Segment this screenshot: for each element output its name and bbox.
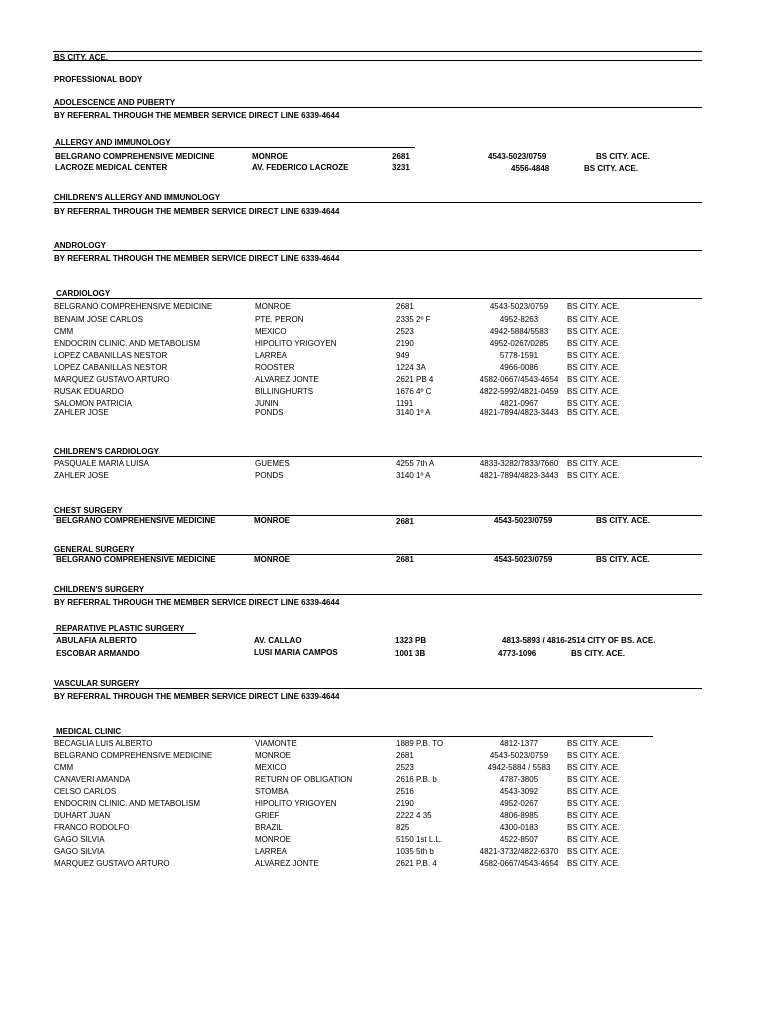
section-title-allergy: ALLERGY AND IMMUNOLOGY [55, 138, 171, 147]
row-name: DUHART JUAN [54, 811, 111, 820]
row-number: 2681 [396, 751, 414, 760]
row-number: 2681 [396, 302, 414, 311]
row-phone: 4806-8985 [499, 811, 539, 820]
row-number: 2621 PB 4 [396, 375, 434, 384]
row-number: 1889 P.B. TO [396, 739, 444, 748]
row-number: 1001 3B [395, 649, 426, 658]
row-phone: 4821-0967 [499, 399, 539, 408]
row-phone: 4821-7894/4823-3443 [479, 408, 559, 417]
row-name: LACROZE MEDICAL CENTER [55, 163, 168, 172]
section-title-general-surgery: GENERAL SURGERY [54, 545, 135, 554]
row-city: BS CITY. ACE. [596, 516, 650, 525]
row-street: MEXICO [255, 327, 287, 336]
row-number: 2621 P.B. 4 [396, 859, 437, 868]
row-street: MONROE [255, 751, 291, 760]
row-phone: 4543-5023/0759 [494, 516, 553, 525]
row-city: BS CITY. ACE. [567, 471, 620, 480]
row-name: ENDOCRIN CLINIC. AND METABOLISM [54, 339, 201, 348]
row-number: 2523 [396, 763, 414, 772]
row-name: BELGRANO COMPREHENSIVE MEDICINE [56, 555, 216, 564]
row-phone: 4522-8507 [499, 835, 539, 844]
row-name: PASQUALE MARIA LUISA [54, 459, 149, 468]
row-number: 5150 1st L.L. [396, 835, 443, 844]
row-street: ROOSTER [255, 363, 295, 372]
row-street: GRIEF [255, 811, 280, 820]
row-street: AV. FEDERICO LACROZE [252, 163, 349, 172]
section-title-adolescence: ADOLESCENCE AND PUBERTY [54, 98, 176, 107]
row-city: BS CITY. ACE. [567, 859, 620, 868]
row-street: ALVAREZ JONTE [255, 375, 319, 384]
row-city: BS CITY. ACE. [567, 408, 620, 417]
row-city: BS CITY. ACE. [567, 835, 620, 844]
section-title-chest-surgery: CHEST SURGERY [54, 506, 123, 515]
row-phone: 4773-1096 [498, 649, 537, 658]
row-city: BS CITY. ACE. [567, 823, 620, 832]
row-name: CANAVERI AMANDA [54, 775, 131, 784]
row-phone: 5778-1591 [499, 351, 539, 360]
row-number: 825 [396, 823, 410, 832]
row-number: 2222 4 35 [396, 811, 432, 820]
row-city: BS CITY. ACE. [567, 751, 620, 760]
row-phone: 4952-8263 [499, 315, 539, 324]
row-phone: 4543-5023/0759 [488, 152, 547, 161]
row-name: BECAGLIA LUIS ALBERTO [54, 739, 153, 748]
row-city: BS CITY. ACE. [567, 811, 620, 820]
row-number: 3231 [392, 163, 410, 172]
row-phone: 4942-5884 / 5583 [487, 763, 551, 772]
row-phone: 4543-5023/0759 [494, 555, 553, 564]
row-number: 2616 P.B. b [396, 775, 437, 784]
row-street: HIPOLITO YRIGOYEN [255, 799, 337, 808]
row-name: BELGRANO COMPREHENSIVE MEDICINE [54, 302, 213, 311]
row-city: BS CITY. ACE. [567, 327, 620, 336]
row-number: 2681 [392, 152, 410, 161]
row-street: PONDS [255, 471, 284, 480]
row-name: MARQUEZ GUSTAVO ARTURO [54, 859, 170, 868]
row-name: GAGO SILVIA [54, 847, 105, 856]
row-number: 1191 [396, 399, 414, 408]
row-name: FRANCO RODOLFO [54, 823, 130, 832]
row-phone: 4543-5023/0759 [489, 302, 549, 311]
row-phone: 4821-3732/4822-6370 [479, 847, 559, 856]
row-phone: 4952-0267 [499, 799, 539, 808]
row-city: BS CITY. ACE. [567, 739, 620, 748]
row-number: 2681 [396, 555, 414, 564]
row-city: BS CITY. ACE. [567, 302, 620, 311]
row-street: MONROE [254, 516, 290, 525]
row-phone: 4787-3805 [499, 775, 539, 784]
referral-note: BY REFERRAL THROUGH THE MEMBER SERVICE DIRECT LINE 6339-4644 [54, 111, 340, 120]
row-street: STOMBA [255, 787, 289, 796]
row-phone: 4813-5893 / 4816-2514 CITY OF BS. ACE. [502, 636, 656, 645]
referral-note: BY REFERRAL THROUGH THE MEMBER SERVICE DIRECT LINE 6339-4644 [54, 207, 340, 216]
row-name: ZAHLER JOSE [54, 471, 109, 480]
section-title-child-cardiology: CHILDREN'S CARDIOLOGY [54, 447, 160, 456]
row-name: CELSO CARLOS [54, 787, 117, 796]
row-number: 3140 1º A [396, 408, 431, 417]
row-street: LUSI MARIA CAMPOS [254, 648, 338, 657]
section-title-plastic-surgery: REPARATIVE PLASTIC SURGERY [56, 624, 185, 633]
row-phone: 4543-3092 [499, 787, 539, 796]
row-street: MEXICO [255, 763, 287, 772]
row-name: LOPEZ CABANILLAS NESTOR [54, 351, 168, 360]
row-number: 2190 [396, 339, 414, 348]
row-number: 1323 PB [395, 636, 427, 645]
row-street: MONROE [252, 152, 288, 161]
row-name: BELGRANO COMPREHENSIVE MEDICINE [54, 751, 213, 760]
row-street: AV. CALLAO [254, 636, 302, 645]
row-number: 3140 1º A [396, 471, 431, 480]
section-title-andrology: ANDROLOGY [54, 241, 106, 250]
row-street: ALVAREZ JONTE [255, 859, 319, 868]
row-phone: 4812-1377 [499, 739, 539, 748]
row-street: MONROE [255, 302, 291, 311]
row-city: BS CITY. ACE. [567, 763, 620, 772]
row-city: BS CITY. ACE. [567, 775, 620, 784]
row-number: 4255 7th A [396, 459, 435, 468]
row-phone: 4543-5023/0759 [489, 751, 549, 760]
row-name: ZAHLER JOSE [54, 408, 109, 417]
row-number: 2523 [396, 327, 414, 336]
row-street: BILLINGHURTS [255, 387, 314, 396]
row-city: BS CITY. ACE. [584, 164, 638, 173]
section-title-child-allergy: CHILDREN'S ALLERGY AND IMMUNOLOGY [54, 193, 221, 202]
row-number: 2335 2º F [396, 315, 431, 324]
row-street: MONROE [254, 555, 290, 564]
row-street: MONROE [255, 835, 291, 844]
row-number: 1676 4º C [396, 387, 432, 396]
row-name: BELGRANO COMPREHENSIVE MEDICINE [55, 152, 215, 161]
row-city: BS CITY. ACE. [567, 351, 620, 360]
row-phone: 4952-0267/0285 [489, 339, 549, 348]
row-name: ENDOCRIN CLINIC. AND METABOLISM [54, 799, 201, 808]
row-street: PONDS [255, 408, 284, 417]
row-name: BENAIM JOSE CARLOS [54, 315, 143, 324]
referral-note: BY REFERRAL THROUGH THE MEMBER SERVICE DIRECT LINE 6339-4644 [54, 254, 340, 263]
row-street: VIAMONTE [255, 739, 297, 748]
row-number: 2681 [396, 517, 414, 526]
row-name: GAGO SILVIA [54, 835, 105, 844]
referral-note: BY REFERRAL THROUGH THE MEMBER SERVICE DIRECT LINE 6339-4644 [54, 692, 340, 701]
row-name: ESCOBAR ARMANDO [56, 649, 140, 658]
row-street: BRAZIL [255, 823, 284, 832]
row-street: JUNIN [255, 399, 279, 408]
row-city: BS CITY. ACE. [567, 799, 620, 808]
row-city: BS CITY. ACE. [567, 399, 620, 408]
row-city: BS CITY. ACE. [571, 649, 625, 658]
row-phone: 4822-5992/4821-0459 [479, 387, 559, 396]
row-city: BS CITY. ACE. [596, 555, 650, 564]
row-city: BS CITY. ACE. [567, 787, 620, 796]
row-phone: 4942-5884/5583 [489, 327, 549, 336]
row-phone: 4966-0086 [499, 363, 539, 372]
section-title-medical-clinic: MEDICAL CLINIC [56, 727, 122, 736]
row-name: CMM [54, 763, 74, 772]
row-number: 949 [396, 351, 410, 360]
row-name: ABULAFIA ALBERTO [56, 636, 138, 645]
row-number: 2516 [396, 787, 414, 796]
row-street: GUEMES [255, 459, 290, 468]
row-name: MARQUEZ GUSTAVO ARTURO [54, 375, 170, 384]
row-number: 2190 [396, 799, 414, 808]
row-street: LARREA [255, 847, 288, 856]
row-city: BS CITY. ACE. [567, 375, 620, 384]
row-city: BS CITY. ACE. [567, 363, 620, 372]
row-phone: 4582-0667/4543-4654 [479, 375, 559, 384]
row-name: BELGRANO COMPREHENSIVE MEDICINE [56, 516, 216, 525]
row-street: LARREA [255, 351, 288, 360]
row-phone: 4556-4848 [511, 164, 550, 173]
row-number: 1035 5th b [396, 847, 434, 856]
row-phone: 4300-0183 [499, 823, 539, 832]
section-title-vascular-surgery: VASCULAR SURGERY [54, 679, 140, 688]
row-city: BS CITY. ACE. [567, 459, 620, 468]
header-city: BS CITY. ACE. [54, 53, 108, 62]
row-phone: 4821-7894/4823-3443 [479, 471, 559, 480]
row-city: BS CITY. ACE. [567, 315, 620, 324]
row-number: 1224 3A [396, 363, 426, 372]
row-city: BS CITY. ACE. [567, 339, 620, 348]
referral-note: BY REFERRAL THROUGH THE MEMBER SERVICE DIRECT LINE 6339-4644 [54, 598, 340, 607]
row-name: SALOMON PATRICIA [54, 399, 132, 408]
row-city: BS CITY. ACE. [567, 387, 620, 396]
row-name: CMM [54, 327, 74, 336]
row-city: BS CITY. ACE. [596, 152, 650, 161]
professional-body: PROFESSIONAL BODY [54, 75, 143, 84]
row-city: BS CITY. ACE. [567, 847, 620, 856]
section-title-cardiology: CARDIOLOGY [56, 289, 111, 298]
row-name: RUSAK EDUARDO [54, 387, 124, 396]
row-street: HIPOLITO YRIGOYEN [255, 339, 337, 348]
section-title-child-surgery: CHILDREN'S SURGERY [54, 585, 145, 594]
row-phone: 4833-3282/7833/7660 [479, 459, 559, 468]
row-street: RETURN OF OBLIGATION [255, 775, 353, 784]
row-phone: 4582-0667/4543-4654 [479, 859, 559, 868]
row-street: PTE. PERON [255, 315, 304, 324]
row-name: LOPEZ CABANILLAS NESTOR [54, 363, 168, 372]
